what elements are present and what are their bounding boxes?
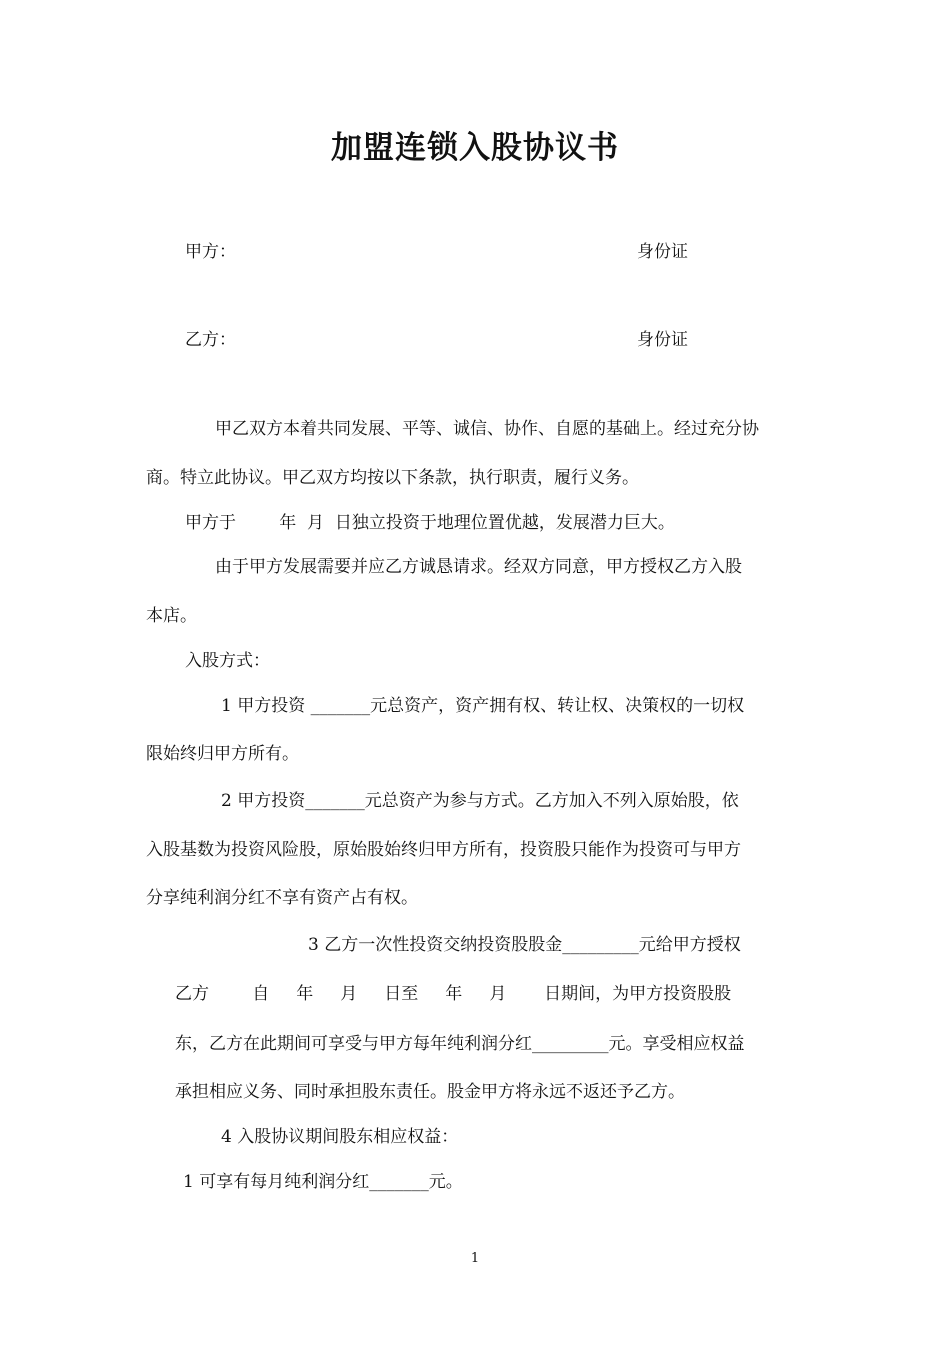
method-heading: 入股方式： (185, 651, 270, 671)
clause-2-line: 入股基数为投资风险股，原始股始终归甲方所有，投资股只能作为投资可与甲方 (146, 840, 741, 860)
party-a-id-label: 身份证 (637, 242, 688, 262)
clause-2-line: 分享纯利润分红不享有资产占有权。 (146, 888, 418, 908)
reason-paragraph-line: 本店。 (146, 606, 197, 626)
clause-3-line: 东，乙方在此期间可享受与甲方每年纯利润分红_________元。享受相应权益 (175, 1034, 745, 1054)
investment-date-line: 甲方于 年 月 日独立投资于地理位置优越，发展潜力巨大。 (185, 513, 675, 533)
party-b-id-label: 身份证 (637, 330, 688, 350)
intro-paragraph-line: 商。特立此协议。甲乙双方均按以下条款，执行职责，履行义务。 (146, 468, 639, 488)
clause-1-line: 限始终归甲方所有。 (146, 744, 299, 764)
clause-2-line: 2 甲方投资_______元总资产为参与方式。乙方加入不列入原始股，依 (221, 791, 739, 811)
clause-4-heading: 4 入股协议期间股东相应权益： (221, 1127, 459, 1147)
page-number: 1 (470, 1251, 480, 1266)
clause-3-line: 3 乙方一次性投资交纳投资股股金_________元给甲方授权 (308, 935, 741, 955)
clause-3-line: 承担相应义务、同时承担股东责任。股金甲方将永远不返还予乙方。 (175, 1082, 685, 1102)
document-title: 加盟连锁入股协议书 (331, 130, 619, 166)
party-a-label: 甲方： (185, 242, 236, 262)
clause-1-line: 1 甲方投资 _______元总资产，资产拥有权、转让权、决策权的一切权 (221, 696, 745, 716)
party-b-label: 乙方： (185, 330, 236, 350)
reason-paragraph-line: 由于甲方发展需要并应乙方诚恳请求。经双方同意，甲方授权乙方入股 (215, 557, 742, 577)
clause-3-line: 乙方 自 年 月 日至 年 月 日期间，为甲方投资股股 (175, 984, 732, 1004)
intro-paragraph-line: 甲乙双方本着共同发展、平等、诚信、协作、自愿的基础上。经过充分协 (215, 419, 759, 439)
clause-4-item: 1 可享有每月纯利润分红_______元。 (183, 1172, 463, 1192)
